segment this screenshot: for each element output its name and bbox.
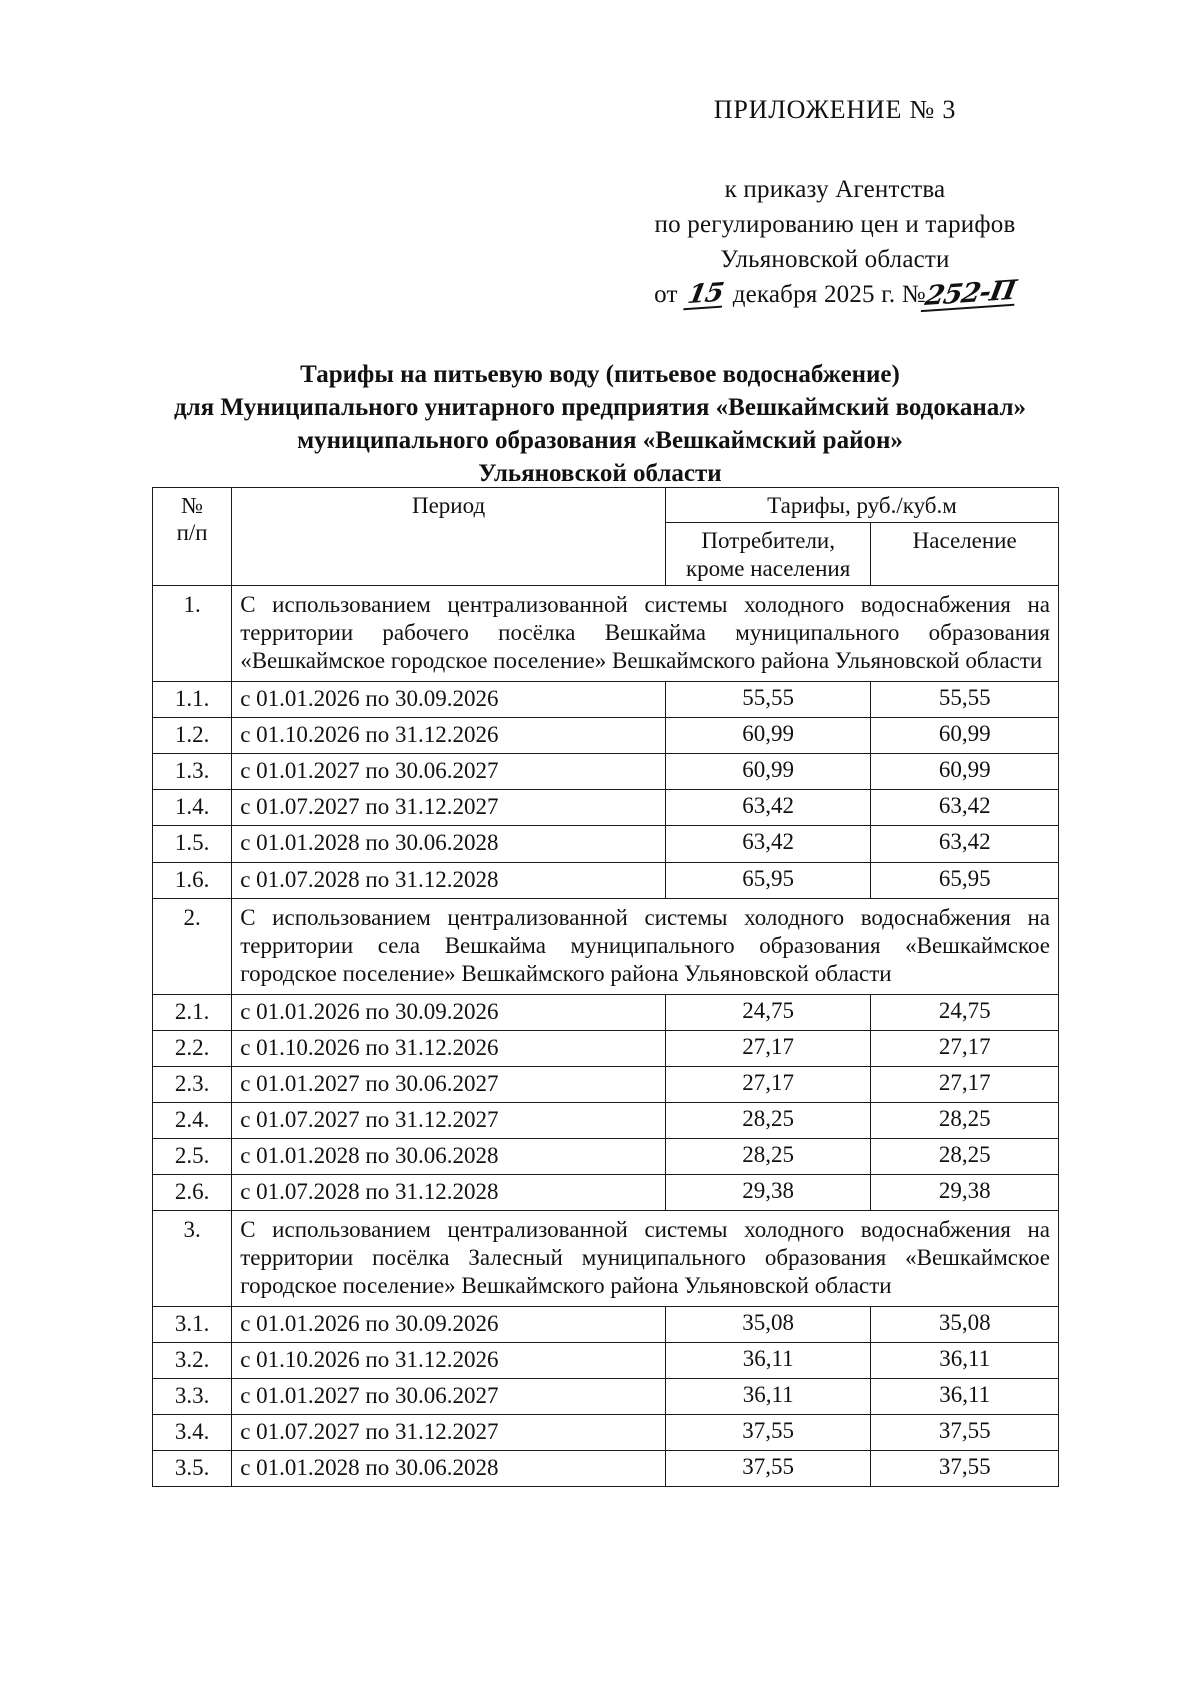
row-number: 3.5. <box>153 1451 232 1487</box>
order-date-line <box>600 277 1070 312</box>
title-line-4: Ульяновской области <box>478 460 722 487</box>
row-period: с 01.01.2028 по 30.06.2028 <box>232 826 666 862</box>
section-description: С использованием централизованной системы холодного водоснабжения на территории посёлка Залесный муниципального образования «Вешкаймское городское поселение» Вешкаймского района Ульяновской области <box>232 1210 1059 1306</box>
table-row <box>153 1030 1059 1066</box>
row-number: 1.2. <box>153 718 232 754</box>
row-period: с 01.01.2027 по 30.06.2027 <box>232 1066 666 1102</box>
title-line-1: Тарифы на питьевую воду (питьевое водоснабжение) <box>300 361 900 388</box>
row-period: с 01.01.2027 по 30.06.2027 <box>232 1379 666 1415</box>
header-number-line-1: № <box>181 493 204 518</box>
page-title <box>120 358 1080 490</box>
handwritten-order-number: 252-П <box>921 277 1020 312</box>
appendix-number: ПРИЛОЖЕНИЕ № 3 <box>713 95 957 124</box>
row-number: 1.4. <box>153 790 232 826</box>
row-consumers-tariff: 29,38 <box>665 1174 870 1210</box>
tariff-table <box>152 487 1059 1487</box>
row-period: с 01.07.2027 по 31.12.2027 <box>232 1415 666 1451</box>
row-period: с 01.01.2027 по 30.06.2027 <box>232 754 666 790</box>
table-row <box>153 826 1059 862</box>
row-population-tariff: 28,25 <box>871 1138 1059 1174</box>
header-population: Население <box>871 523 1059 586</box>
appendix-header <box>600 92 1070 312</box>
table-section-row <box>153 898 1059 994</box>
row-population-tariff: 36,11 <box>871 1343 1059 1379</box>
section-description: С использованием централизованной системы холодного водоснабжения на территории рабочего посёлка Вешкайма муниципального образования «Вешкаймское городское поселение» Вешкаймского района Ульяновской области <box>232 586 1059 682</box>
row-population-tariff: 27,17 <box>871 1066 1059 1102</box>
row-consumers-tariff: 27,17 <box>665 1030 870 1066</box>
row-number: 2.6. <box>153 1174 232 1210</box>
section-number: 1. <box>153 586 232 682</box>
handwritten-day: 15 <box>683 280 727 311</box>
row-consumers-tariff: 37,55 <box>665 1451 870 1487</box>
row-consumers-tariff: 27,17 <box>665 1066 870 1102</box>
table-row <box>153 862 1059 898</box>
row-consumers-tariff: 37,55 <box>665 1415 870 1451</box>
row-population-tariff: 60,99 <box>871 718 1059 754</box>
row-period: с 01.01.2028 по 30.06.2028 <box>232 1451 666 1487</box>
row-number: 1.1. <box>153 682 232 718</box>
row-period: с 01.07.2028 по 31.12.2028 <box>232 862 666 898</box>
row-period: с 01.01.2026 по 30.09.2026 <box>232 994 666 1030</box>
table-row <box>153 1415 1059 1451</box>
row-population-tariff: 55,55 <box>871 682 1059 718</box>
row-consumers-tariff: 36,11 <box>665 1343 870 1379</box>
row-number: 2.5. <box>153 1138 232 1174</box>
section-description: С использованием централизованной системы холодного водоснабжения на территории села Вешкайма муниципального образования «Вешкаймское городское поселение» Вешкаймского района Ульяновской области <box>232 898 1059 994</box>
table-section-row <box>153 586 1059 682</box>
row-population-tariff: 27,17 <box>871 1030 1059 1066</box>
row-period: с 01.01.2026 по 30.09.2026 <box>232 1307 666 1343</box>
row-number: 1.6. <box>153 862 232 898</box>
row-population-tariff: 35,08 <box>871 1307 1059 1343</box>
row-population-tariff: 63,42 <box>871 790 1059 826</box>
header-number <box>153 488 232 586</box>
row-population-tariff: 36,11 <box>871 1379 1059 1415</box>
header-consumers-line-1: Потребители, <box>701 528 835 554</box>
row-period: с 01.07.2027 по 31.12.2027 <box>232 790 666 826</box>
table-row <box>153 1066 1059 1102</box>
row-population-tariff: 37,55 <box>871 1451 1059 1487</box>
header-number-line-2: п/п <box>176 520 208 546</box>
table-head <box>153 488 1059 586</box>
table-row <box>153 682 1059 718</box>
table-body <box>153 586 1059 1487</box>
row-period: с 01.10.2026 по 31.12.2026 <box>232 718 666 754</box>
row-population-tariff: 63,42 <box>871 826 1059 862</box>
row-number: 2.1. <box>153 994 232 1030</box>
row-period: с 01.01.2026 по 30.09.2026 <box>232 682 666 718</box>
table-row <box>153 994 1059 1030</box>
row-period: с 01.07.2028 по 31.12.2028 <box>232 1174 666 1210</box>
order-ref-line-3: Ульяновской области <box>720 246 950 274</box>
header-tariffs: Тарифы, руб./куб.м <box>665 488 1058 523</box>
section-number: 2. <box>153 898 232 994</box>
row-consumers-tariff: 63,42 <box>665 790 870 826</box>
row-number: 2.2. <box>153 1030 232 1066</box>
row-number: 3.2. <box>153 1343 232 1379</box>
row-consumers-tariff: 28,25 <box>665 1102 870 1138</box>
table-row <box>153 1307 1059 1343</box>
row-population-tariff: 29,38 <box>871 1174 1059 1210</box>
row-number: 1.3. <box>153 754 232 790</box>
order-ref-line-2: по регулированию цен и тарифов <box>654 211 1016 239</box>
row-period: с 01.10.2026 по 31.12.2026 <box>232 1343 666 1379</box>
row-number: 1.5. <box>153 826 232 862</box>
row-population-tariff: 28,25 <box>871 1102 1059 1138</box>
row-number: 2.3. <box>153 1066 232 1102</box>
title-line-3: муниципального образования «Вешкаймский район» <box>297 427 903 454</box>
header-period: Период <box>232 488 666 586</box>
row-period: с 01.10.2026 по 31.12.2026 <box>232 1030 666 1066</box>
table-row <box>153 1138 1059 1174</box>
row-number: 2.4. <box>153 1102 232 1138</box>
table-row <box>153 790 1059 826</box>
title-line-2: для Муниципального унитарного предприятия «Вешкаймский водоканал» <box>173 394 1026 421</box>
header-consumers <box>665 523 870 586</box>
row-number: 3.4. <box>153 1415 232 1451</box>
row-consumers-tariff: 63,42 <box>665 826 870 862</box>
row-population-tariff: 24,75 <box>871 994 1059 1030</box>
row-period: с 01.01.2028 по 30.06.2028 <box>232 1138 666 1174</box>
table-row <box>153 1379 1059 1415</box>
order-ref-line-1: к приказу Агентства <box>724 176 946 204</box>
row-consumers-tariff: 36,11 <box>665 1379 870 1415</box>
table-row <box>153 1451 1059 1487</box>
table-section-row <box>153 1210 1059 1306</box>
table-header-row-1 <box>153 488 1059 523</box>
row-consumers-tariff: 60,99 <box>665 718 870 754</box>
row-population-tariff: 37,55 <box>871 1415 1059 1451</box>
row-consumers-tariff: 60,99 <box>665 754 870 790</box>
row-number: 3.1. <box>153 1307 232 1343</box>
row-population-tariff: 65,95 <box>871 862 1059 898</box>
header-consumers-line-2: кроме населения <box>685 556 851 582</box>
row-consumers-tariff: 55,55 <box>665 682 870 718</box>
row-consumers-tariff: 35,08 <box>665 1307 870 1343</box>
table-row <box>153 1174 1059 1210</box>
row-consumers-tariff: 65,95 <box>665 862 870 898</box>
date-month-year: декабря 2025 г. № <box>732 281 926 309</box>
section-number: 3. <box>153 1210 232 1306</box>
row-population-tariff: 60,99 <box>871 754 1059 790</box>
table-row <box>153 718 1059 754</box>
row-consumers-tariff: 28,25 <box>665 1138 870 1174</box>
row-number: 3.3. <box>153 1379 232 1415</box>
row-consumers-tariff: 24,75 <box>665 994 870 1030</box>
date-prefix: от <box>654 281 678 309</box>
row-period: с 01.07.2027 по 31.12.2027 <box>232 1102 666 1138</box>
table-row <box>153 754 1059 790</box>
table-row <box>153 1343 1059 1379</box>
table-row <box>153 1102 1059 1138</box>
